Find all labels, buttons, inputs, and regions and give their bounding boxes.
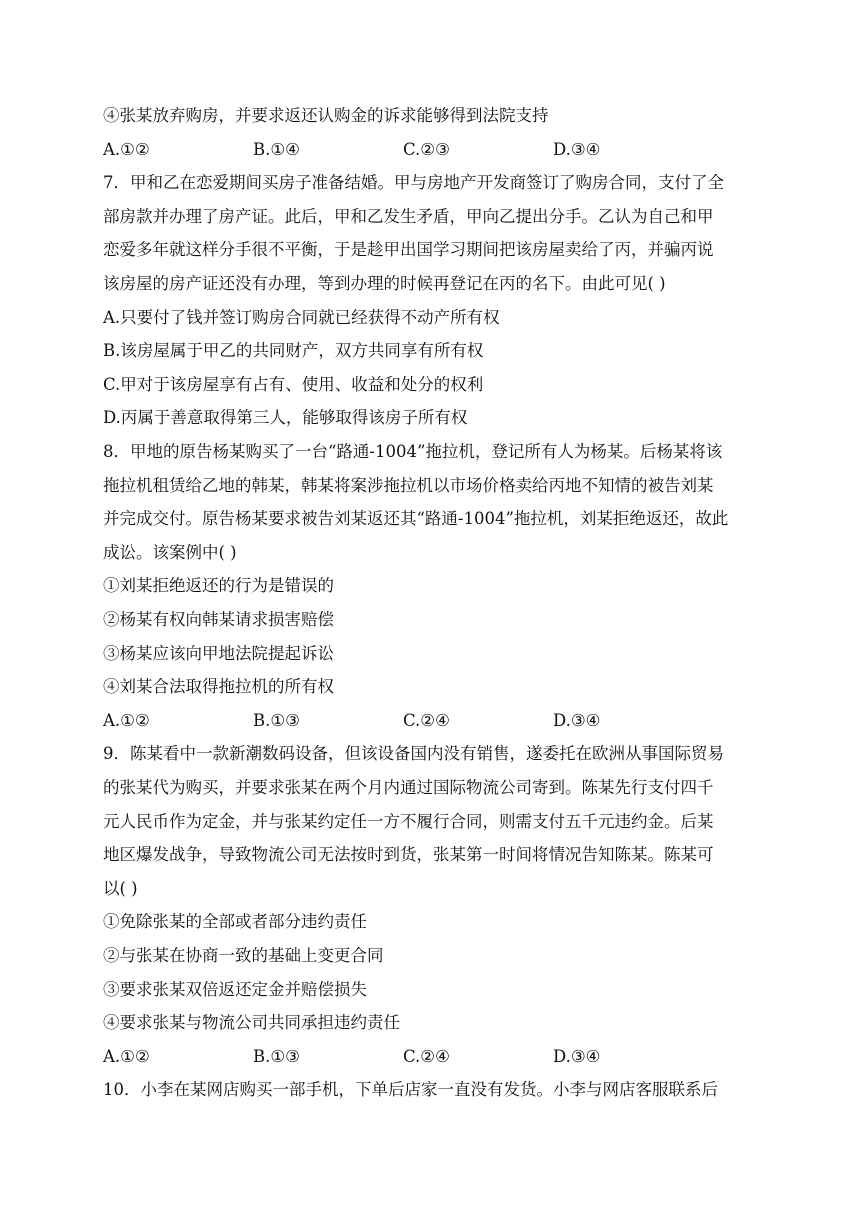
text-line: 部房款并办理了房产证。此后，甲和乙发生矛盾，甲向乙提出分手。乙认为自己和甲 — [103, 207, 714, 226]
text-line: ④要求张某与物流公司共同承担违约责任 — [103, 1013, 400, 1032]
text-line: ③杨某应该向甲地法院提起诉讼 — [103, 644, 334, 663]
text-line: ①刘某拒绝返还的行为是错误的 — [103, 576, 334, 595]
text-line: 该房屋的房产证还没有办理，等到办理的时候再登记在丙的名下。由此可见( ) — [103, 274, 666, 293]
answer-options-row — [103, 1045, 763, 1069]
answer-option: D.③④ — [553, 140, 601, 159]
text-line: A.只要付了钱并签订购房合同就已经获得不动产所有权 — [103, 308, 500, 327]
text-line: 并完成交付。原告杨某要求被告刘某返还其“路通-1004”拖拉机，刘某拒绝返还，故此 — [103, 509, 729, 528]
text-line: B.该房屋属于甲乙的共同财产，双方共同享有所有权 — [103, 341, 484, 360]
text-line: 7．甲和乙在恋爱期间买房子准备结婚。甲与房地产开发商签订了购房合同，支付了全 — [103, 173, 724, 192]
answer-option: D.③④ — [553, 711, 601, 730]
answer-option: C.②④ — [403, 1047, 450, 1066]
answer-option: B.①③ — [253, 1047, 300, 1066]
text-line: C.甲对于该房屋享有占有、使用、收益和处分的权利 — [103, 375, 484, 394]
answer-option: A.①② — [103, 711, 150, 730]
answer-options-row — [103, 709, 763, 733]
text-line: 8．甲地的原告杨某购买了一台“路通-1004”拖拉机，登记所有人为杨某。后杨某将该 — [103, 442, 723, 461]
answer-option: B.①③ — [253, 711, 300, 730]
text-line: ④张某放弃购房，并要求返还认购金的诉求能够得到法院支持 — [103, 106, 549, 125]
answer-option: C.②③ — [403, 140, 450, 159]
text-line: 10．小李在某网店购买一部手机，下单后店家一直没有发货。小李与网店客服联系后 — [103, 1080, 718, 1099]
text-line: ①免除张某的全部或者部分违约责任 — [103, 912, 367, 931]
text-line: 拖拉机租赁给乙地的韩某，韩某将案涉拖拉机以市场价格卖给丙地不知情的被告刘某 — [103, 476, 714, 495]
text-line: ③要求张某双倍返还定金并赔偿损失 — [103, 980, 367, 999]
text-line: 元人民币作为定金，并与张某约定任一方不履行合同，则需支付五千元违约金。后某 — [103, 812, 714, 831]
text-line: 地区爆发战争，导致物流公司无法按时到货，张某第一时间将情况告知陈某。陈某可 — [103, 845, 714, 864]
answer-option: B.①④ — [253, 140, 300, 159]
answer-option: A.①② — [103, 140, 150, 159]
answer-option: D.③④ — [553, 1047, 601, 1066]
text-line: 9．陈某看中一款新潮数码设备，但该设备国内没有销售，遂委托在欧洲从事国际贸易 — [103, 744, 724, 763]
text-line: 以( ) — [103, 879, 138, 898]
answer-options-row — [103, 138, 763, 162]
text-line: ②与张某在协商一致的基础上变更合同 — [103, 946, 384, 965]
text-line: D.丙属于善意取得第三人，能够取得该房子所有权 — [103, 408, 468, 427]
answer-option: C.②④ — [403, 711, 450, 730]
text-line: ②杨某有权向韩某请求损害赔偿 — [103, 610, 334, 629]
answer-option: A.①② — [103, 1047, 150, 1066]
text-line: 恋爱多年就这样分手很不平衡，于是趁甲出国学习期间把该房屋卖给了丙，并骗丙说 — [103, 240, 714, 259]
text-line: 的张某代为购买，并要求张某在两个月内通过国际物流公司寄到。陈某先行支付四千 — [103, 778, 714, 797]
text-line: 成讼。该案例中( ) — [103, 543, 237, 562]
text-line: ④刘某合法取得拖拉机的所有权 — [103, 677, 334, 696]
